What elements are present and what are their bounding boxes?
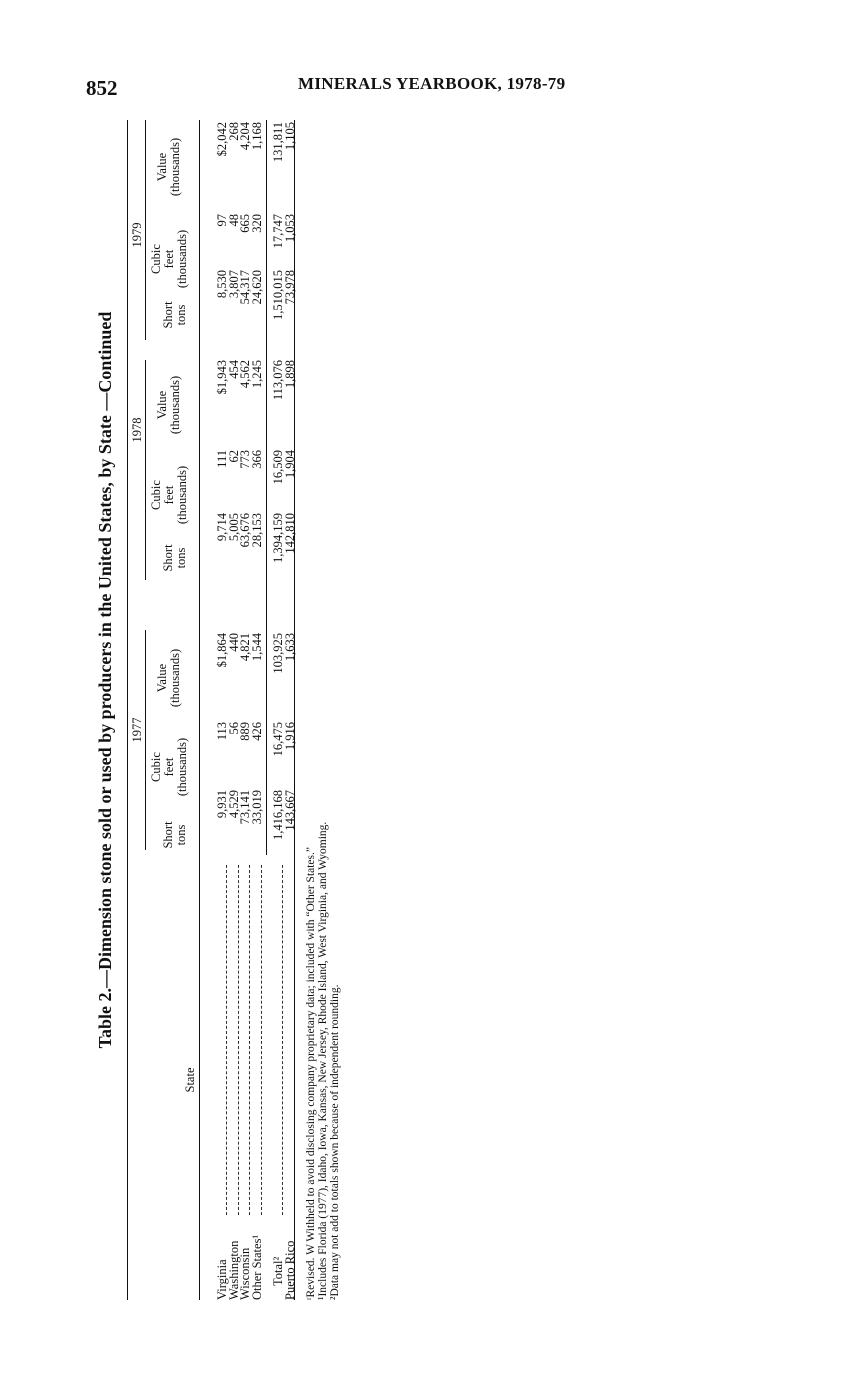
table-cell: 426 (249, 722, 264, 741)
header-line: Cubic (149, 244, 163, 274)
table-cell: 111 (215, 450, 229, 468)
footnote-1: ¹Includes Florida (1977), Idaho, Iowa, Kansas, New Jersey, Rhode Island, West Virginia, and Wyoming. (317, 821, 329, 1300)
header-line: (thousands) (168, 375, 183, 435)
cubic-feet-header (150, 722, 189, 812)
table-cell: 131,811 (271, 122, 285, 163)
year-1979-header: 1979 (130, 222, 144, 248)
footnote-2: ²Data may not add to totals shown because of independent rounding. (329, 984, 341, 1300)
table-cell: $1,864 (215, 633, 229, 668)
header-line: feet (162, 485, 177, 505)
table-cell: 97 (215, 214, 229, 227)
state-row-label: Other States¹ (249, 1234, 264, 1300)
table-cell: 17,747 (271, 214, 285, 249)
table-cell: 16,475 (271, 722, 285, 757)
header-line: Short (161, 821, 175, 849)
year-1977-header: 1977 (130, 717, 144, 743)
dot-leader (249, 865, 250, 1215)
year-1979-rule (145, 120, 146, 340)
table-cell: 16,509 (271, 450, 285, 485)
table-cell: 5,005 (226, 513, 241, 542)
table-cell: 454 (226, 360, 241, 379)
table-cell: 3,807 (226, 270, 241, 299)
state-column-header: State (183, 1067, 197, 1093)
header-line: (thousands) (168, 137, 183, 197)
header-line: Value (155, 152, 169, 182)
table-cell: 1,416,168 (271, 790, 285, 840)
header-line: Value (155, 663, 169, 693)
state-row-label: Virginia (215, 1259, 229, 1300)
header-line: (thousands) (175, 465, 190, 525)
table-cell: 103,925 (271, 633, 285, 674)
header-line: tons (174, 824, 189, 846)
table-cell: 1,544 (249, 633, 264, 662)
table-cell: 665 (238, 214, 252, 233)
table-cell: 28,153 (249, 513, 264, 548)
table-cell: 63,676 (238, 513, 252, 548)
header-line: feet (162, 249, 177, 269)
table-cell: 440 (226, 633, 241, 652)
rotated-table (96, 60, 396, 1300)
total-row-label: Puerto Rico (282, 1240, 297, 1300)
table-cell: 4,529 (226, 790, 241, 819)
value-header (156, 360, 182, 450)
header-line: Cubic (149, 480, 163, 510)
table-cell: 1,105 (282, 122, 297, 151)
dot-leader (261, 865, 262, 1215)
dot-leader (226, 865, 227, 1215)
running-head: MINERALS YEARBOOK, 1978-79 (298, 74, 566, 93)
dot-leader (282, 865, 283, 1215)
table-top-rule (127, 120, 128, 1300)
table-cell: 4,562 (238, 360, 252, 389)
table-bottom-rule (294, 120, 295, 1300)
table-cell: 8,530 (215, 270, 229, 299)
year-1978-header: 1978 (130, 417, 144, 443)
table-cell: 1,633 (282, 633, 297, 662)
table-cell: 889 (238, 722, 252, 741)
value-header (156, 633, 182, 723)
header-bottom-rule (199, 120, 200, 1300)
table-title: Table 2.—Dimension stone sold or used by producers in the United States, by State —Continued (95, 311, 115, 1049)
table-cell: 4,204 (238, 122, 252, 151)
year-1977-rule (145, 630, 146, 850)
header-line: tons (174, 304, 189, 326)
table-cell: 773 (238, 450, 252, 469)
cubic-feet-header (150, 214, 189, 304)
table-cell: 9,931 (215, 790, 229, 819)
header-line: feet (162, 757, 177, 777)
header-line: Short (161, 544, 175, 572)
table-cell: 1,916 (282, 722, 297, 751)
table-cell: 143,667 (282, 790, 297, 831)
state-row-label: Wisconsin (238, 1247, 252, 1300)
header-line: (thousands) (175, 737, 190, 797)
table-cell: 1,394,159 (271, 513, 285, 563)
table-cell: 33,019 (249, 790, 264, 825)
table-cell: 113,076 (271, 360, 285, 401)
table-cell: 268 (226, 122, 241, 141)
subtotal-rule (266, 120, 267, 855)
table-cell: 73,978 (282, 270, 297, 305)
state-row-label: Washington (226, 1240, 241, 1300)
table-cell: 56 (226, 722, 241, 735)
value-header (156, 122, 182, 212)
table-cell: 4,821 (238, 633, 252, 662)
table-cell: 1,510,015 (271, 270, 285, 320)
header-line: (thousands) (168, 648, 183, 708)
year-1978-rule (145, 360, 146, 580)
cubic-feet-header (150, 450, 189, 540)
table-cell: $1,943 (215, 360, 229, 395)
table-cell: 24,620 (249, 270, 264, 305)
header-line: Short (161, 301, 175, 329)
header-line: Cubic (149, 752, 163, 782)
table-cell: $2,042 (215, 122, 229, 157)
header-line: Value (155, 390, 169, 420)
table-cell: 54,317 (238, 270, 252, 305)
table-cell: 1,904 (282, 450, 297, 479)
table-cell: 366 (249, 450, 264, 469)
table-cell: 1,053 (282, 214, 297, 243)
table-cell: 113 (215, 722, 229, 741)
table-cell: 1,898 (282, 360, 297, 389)
page-number: 852 (86, 76, 118, 100)
header-line: tons (174, 547, 189, 569)
total-row-label: Total² (271, 1256, 285, 1286)
dot-leader (238, 865, 239, 1215)
footnote-revised: ʳRevised. W Withheld to avoid disclosing company proprietary data; included with “Other States.” (305, 847, 317, 1300)
table-cell: 62 (226, 450, 241, 463)
table-cell: 1,245 (249, 360, 264, 389)
table-cell: 73,141 (238, 790, 252, 825)
table-cell: 142,810 (282, 513, 297, 554)
header-line: (thousands) (175, 229, 190, 289)
table-cell: 1,168 (249, 122, 264, 151)
table-cell: 9,714 (215, 513, 229, 542)
table-cell: 48 (226, 214, 241, 227)
table-cell: 320 (249, 214, 264, 233)
